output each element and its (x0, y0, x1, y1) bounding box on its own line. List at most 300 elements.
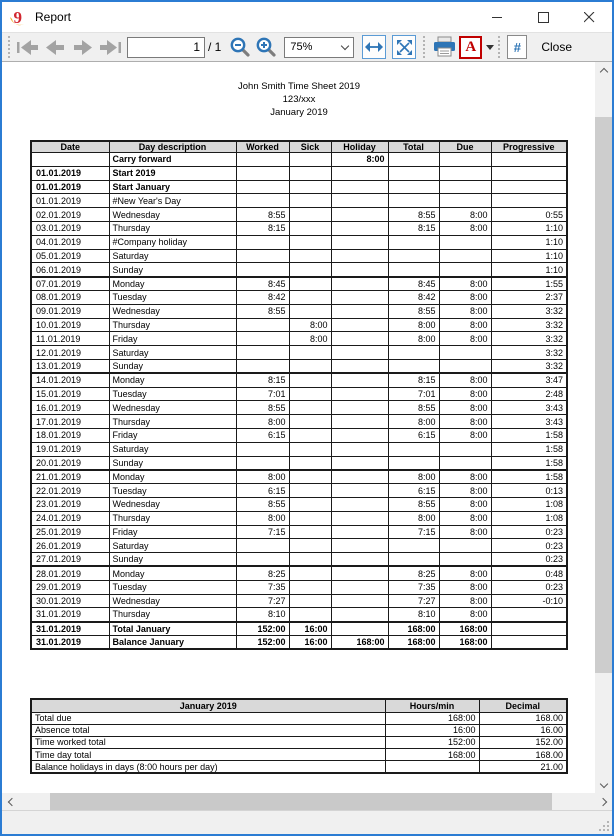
table-row (31, 539, 567, 553)
table-cell: Thursday (109, 608, 236, 622)
table-cell (289, 525, 331, 539)
maximize-button[interactable] (520, 2, 566, 32)
table-cell (289, 194, 331, 208)
table-cell: 1:10 (491, 263, 567, 277)
summary-cell: 21.00 (479, 761, 567, 773)
table-cell: Tuesday (109, 387, 236, 401)
table-cell: 8:00 (439, 290, 491, 304)
table-cell: 04.01.2019 (31, 235, 109, 249)
table-cell: 27.01.2019 (31, 553, 109, 567)
table-cell (331, 221, 388, 235)
table-cell (331, 194, 388, 208)
table-cell: 168:00 (331, 635, 388, 649)
table-cell (439, 442, 491, 456)
zoom-in-button[interactable] (253, 34, 279, 60)
table-cell (491, 180, 567, 194)
table-cell: 03.01.2019 (31, 221, 109, 235)
table-cell (236, 359, 289, 373)
table-cell (331, 622, 388, 636)
table-cell: #Company holiday (109, 235, 236, 249)
summary-cell: Absence total (31, 724, 385, 736)
print-button[interactable] (430, 34, 459, 60)
table-cell: 02.01.2019 (31, 208, 109, 222)
table-cell: 14.01.2019 (31, 373, 109, 387)
vertical-scrollbar[interactable] (595, 62, 612, 793)
column-header: Progressive (491, 141, 567, 153)
table-cell: Thursday (109, 415, 236, 429)
table-cell (388, 442, 439, 456)
table-cell (388, 180, 439, 194)
table-cell (331, 415, 388, 429)
table-cell: 21.01.2019 (31, 470, 109, 484)
table-cell: 0:13 (491, 484, 567, 498)
table-cell (331, 373, 388, 387)
summary-row (31, 724, 567, 736)
table-cell: 1:10 (491, 235, 567, 249)
table-cell (236, 153, 289, 167)
close-window-button[interactable] (566, 2, 612, 32)
table-cell: 01.01.2019 (31, 166, 109, 180)
table-cell (331, 166, 388, 180)
table-cell (439, 194, 491, 208)
table-cell: 26.01.2019 (31, 539, 109, 553)
table-row (31, 594, 567, 608)
first-page-button[interactable] (15, 34, 42, 60)
report-title-line: 123/xxx (282, 94, 316, 105)
table-cell (331, 497, 388, 511)
table-cell: 13.01.2019 (31, 359, 109, 373)
table-cell: 09.01.2019 (31, 304, 109, 318)
summary-cell: 152.00 (479, 736, 567, 748)
table-cell: 152:00 (236, 622, 289, 636)
table-cell: Friday (109, 525, 236, 539)
table-cell: 8:42 (388, 290, 439, 304)
close-button[interactable]: Close (529, 34, 584, 60)
table-row (31, 511, 567, 525)
table-cell: 3:32 (491, 318, 567, 332)
toolbar-grip (8, 36, 11, 58)
table-cell: Wednesday (109, 208, 236, 222)
table-cell (289, 387, 331, 401)
summary-row (31, 749, 567, 761)
table-cell (331, 401, 388, 415)
table-cell: Sunday (109, 263, 236, 277)
table-cell (289, 359, 331, 373)
table-row (31, 566, 567, 580)
toolbar (2, 32, 612, 62)
table-cell (439, 235, 491, 249)
table-cell: 168:00 (439, 635, 491, 649)
scroll-left-button[interactable] (2, 793, 19, 810)
summary-cell: 168:00 (385, 712, 479, 724)
scroll-right-button[interactable] (595, 793, 612, 810)
table-cell: Wednesday (109, 497, 236, 511)
table-cell: 0:23 (491, 553, 567, 567)
table-row (31, 415, 567, 429)
table-cell: 8:00 (388, 415, 439, 429)
table-cell: Monday (109, 277, 236, 291)
table-cell (491, 635, 567, 649)
table-cell: 8:00 (439, 221, 491, 235)
table-cell: Monday (109, 470, 236, 484)
table-cell (331, 566, 388, 580)
table-cell (331, 359, 388, 373)
table-cell: 8:55 (388, 497, 439, 511)
table-cell: Thursday (109, 221, 236, 235)
table-cell: 2:48 (491, 387, 567, 401)
table-cell: 8:00 (439, 401, 491, 415)
table-cell: 7:15 (236, 525, 289, 539)
table-cell: 8:00 (439, 484, 491, 498)
zoom-level-value: 75% (290, 41, 313, 53)
table-cell (491, 622, 567, 636)
resize-grip[interactable] (599, 821, 609, 831)
table-cell (491, 166, 567, 180)
table-cell: 12.01.2019 (31, 346, 109, 360)
table-cell: 1:55 (491, 277, 567, 291)
table-cell: Tuesday (109, 290, 236, 304)
table-cell: 8:00 (439, 608, 491, 622)
table-cell (236, 249, 289, 263)
table-cell (289, 401, 331, 415)
table-cell (236, 263, 289, 277)
table-cell (388, 553, 439, 567)
summary-row (31, 712, 567, 724)
table-cell (439, 249, 491, 263)
table-cell (236, 180, 289, 194)
summary-cell: 152:00 (385, 736, 479, 748)
window-title: Report (35, 10, 72, 24)
table-cell: 7:01 (388, 387, 439, 401)
table-row (31, 235, 567, 249)
table-cell: 3:32 (491, 346, 567, 360)
table-cell (289, 346, 331, 360)
summary-cell: 16:00 (385, 724, 479, 736)
table-cell (439, 263, 491, 277)
table-cell (236, 235, 289, 249)
vertical-scrollbar-thumb[interactable] (595, 117, 612, 673)
table-cell: 8:55 (236, 497, 289, 511)
table-row (31, 525, 567, 539)
table-cell: 8:42 (236, 290, 289, 304)
export-pdf-button[interactable] (459, 34, 482, 60)
table-cell: 8:55 (388, 208, 439, 222)
table-cell: 1:58 (491, 442, 567, 456)
table-cell: 7:35 (236, 580, 289, 594)
table-cell: 8:55 (388, 401, 439, 415)
table-cell: 3:32 (491, 332, 567, 346)
table-cell: 8:00 (289, 332, 331, 346)
summary-cell: Time worked total (31, 736, 385, 748)
table-cell (331, 428, 388, 442)
table-row (31, 359, 567, 373)
table-cell: Saturday (109, 346, 236, 360)
table-cell (388, 263, 439, 277)
horizontal-scrollbar[interactable] (2, 793, 612, 810)
table-cell: 22.01.2019 (31, 484, 109, 498)
table-cell (289, 180, 331, 194)
table-cell (388, 249, 439, 263)
table-cell (331, 539, 388, 553)
table-cell: 8:00 (439, 332, 491, 346)
column-header: Sick (289, 141, 331, 153)
summary-column-header: Decimal (479, 699, 567, 712)
table-cell: 8:55 (236, 304, 289, 318)
table-cell: 8:00 (439, 470, 491, 484)
table-cell: 8:00 (236, 470, 289, 484)
scroll-up-button[interactable] (595, 62, 612, 79)
table-cell: 30.01.2019 (31, 594, 109, 608)
page-number-input[interactable] (127, 37, 205, 58)
table-cell: Wednesday (109, 401, 236, 415)
table-cell: 8:00 (439, 428, 491, 442)
table-row (31, 553, 567, 567)
table-cell: 01.01.2019 (31, 194, 109, 208)
svg-text:9: 9 (13, 8, 22, 27)
table-cell: Sunday (109, 456, 236, 470)
zoom-out-button[interactable] (227, 34, 253, 60)
table-cell (331, 484, 388, 498)
table-row (31, 470, 567, 484)
table-cell (331, 318, 388, 332)
scroll-down-button[interactable] (595, 776, 612, 793)
table-cell: 7:27 (236, 594, 289, 608)
column-header: Date (31, 141, 109, 153)
table-cell: Total January (109, 622, 236, 636)
table-cell (289, 208, 331, 222)
table-cell: Sunday (109, 553, 236, 567)
summary-column-header: January 2019 (31, 699, 385, 712)
report-page (2, 62, 595, 793)
table-cell: 8:00 (236, 415, 289, 429)
table-cell (289, 415, 331, 429)
column-header: Total (388, 141, 439, 153)
table-cell (331, 277, 388, 291)
table-cell: 7:35 (388, 580, 439, 594)
table-cell: 3:32 (491, 304, 567, 318)
table-row (31, 208, 567, 222)
status-bar (2, 810, 612, 834)
table-cell (289, 304, 331, 318)
zoom-level-select[interactable] (284, 37, 354, 58)
table-cell (331, 442, 388, 456)
table-cell: 8:00 (439, 566, 491, 580)
table-row (31, 304, 567, 318)
column-header: Day description (109, 141, 236, 153)
summary-cell: Time day total (31, 749, 385, 761)
table-cell: 8:45 (236, 277, 289, 291)
table-cell: 6:15 (388, 484, 439, 498)
table-cell: 10.01.2019 (31, 318, 109, 332)
table-cell: 18.01.2019 (31, 428, 109, 442)
table-cell: 8:10 (388, 608, 439, 622)
table-cell: 2:37 (491, 290, 567, 304)
table-row (31, 221, 567, 235)
table-cell (388, 539, 439, 553)
table-row (31, 622, 567, 636)
table-row (31, 580, 567, 594)
table-cell: 8:00 (439, 497, 491, 511)
table-cell: 8:00 (439, 208, 491, 222)
table-cell: 8:00 (388, 318, 439, 332)
chevron-left-icon (7, 797, 15, 805)
next-page-button[interactable] (69, 34, 96, 60)
table-row (31, 608, 567, 622)
table-cell: 3:43 (491, 401, 567, 415)
table-cell (289, 608, 331, 622)
table-cell: 3:47 (491, 373, 567, 387)
table-cell: 0:23 (491, 525, 567, 539)
table-cell: 8:25 (236, 566, 289, 580)
table-cell: 8:00 (439, 373, 491, 387)
table-cell (289, 553, 331, 567)
table-cell: Tuesday (109, 484, 236, 498)
table-cell (236, 539, 289, 553)
table-cell (388, 153, 439, 167)
fit-width-button[interactable] (362, 35, 386, 59)
fit-page-button[interactable] (392, 35, 416, 59)
report-header (30, 80, 568, 119)
table-cell (289, 263, 331, 277)
table-row (31, 180, 567, 194)
table-cell: Monday (109, 566, 236, 580)
table-cell: Friday (109, 332, 236, 346)
summary-cell (385, 761, 479, 773)
table-row (31, 401, 567, 415)
table-cell (439, 166, 491, 180)
column-header: Holiday (331, 141, 388, 153)
table-cell: 8:55 (236, 208, 289, 222)
table-cell: 8:55 (236, 401, 289, 415)
table-cell: 168:00 (388, 635, 439, 649)
table-row (31, 153, 567, 167)
report-title-line: John Smith Time Sheet 2019 (238, 81, 360, 92)
table-cell (388, 346, 439, 360)
table-cell (236, 553, 289, 567)
table-cell (331, 594, 388, 608)
table-cell: Carry forward (109, 153, 236, 167)
summary-cell: Total due (31, 712, 385, 724)
summary-cell: 168.00 (479, 749, 567, 761)
table-row (31, 249, 567, 263)
table-cell: Saturday (109, 442, 236, 456)
pdf-dropdown-arrow-icon[interactable] (486, 45, 494, 50)
table-cell (331, 332, 388, 346)
table-row (31, 484, 567, 498)
table-cell: 31.01.2019 (31, 622, 109, 636)
toolbar-grip (423, 36, 426, 58)
report-title-line: January 2019 (270, 107, 328, 118)
table-cell: 23.01.2019 (31, 497, 109, 511)
table-cell: 8:15 (388, 221, 439, 235)
table-cell (289, 580, 331, 594)
table-cell: 8:00 (439, 318, 491, 332)
table-cell: Wednesday (109, 304, 236, 318)
table-cell: 8:00 (439, 525, 491, 539)
table-cell: 8:00 (388, 511, 439, 525)
table-cell (236, 166, 289, 180)
column-header: Worked (236, 141, 289, 153)
table-cell (331, 304, 388, 318)
table-row (31, 442, 567, 456)
table-cell (289, 166, 331, 180)
table-cell: 15.01.2019 (31, 387, 109, 401)
pdf-icon: A (459, 36, 482, 59)
table-cell (331, 470, 388, 484)
summary-cell: 168.00 (479, 712, 567, 724)
table-row (31, 428, 567, 442)
chevron-down-icon (599, 779, 607, 787)
table-cell (439, 539, 491, 553)
table-cell (388, 235, 439, 249)
table-cell (289, 470, 331, 484)
table-cell: Sunday (109, 359, 236, 373)
timesheet-table (30, 140, 568, 650)
page-number-tool-button[interactable] (505, 34, 529, 60)
table-cell (31, 153, 109, 167)
table-cell (289, 373, 331, 387)
table-cell: #New Year's Day (109, 194, 236, 208)
table-row (31, 290, 567, 304)
table-cell: 8:55 (388, 304, 439, 318)
last-page-button[interactable] (96, 34, 123, 60)
table-cell: 06.01.2019 (31, 263, 109, 277)
previous-page-button[interactable] (42, 34, 69, 60)
table-cell: 8:45 (388, 277, 439, 291)
table-cell (331, 525, 388, 539)
table-cell: 1:58 (491, 428, 567, 442)
table-cell (388, 166, 439, 180)
table-cell: Saturday (109, 539, 236, 553)
table-cell: 24.01.2019 (31, 511, 109, 525)
table-cell (331, 608, 388, 622)
table-cell: 17.01.2019 (31, 415, 109, 429)
table-cell (289, 290, 331, 304)
app-logo-icon (9, 7, 29, 27)
table-cell: 8:15 (236, 221, 289, 235)
summary-table (30, 698, 568, 774)
table-cell: 11.01.2019 (31, 332, 109, 346)
table-cell: Monday (109, 373, 236, 387)
table-cell (388, 194, 439, 208)
horizontal-scrollbar-thumb[interactable] (50, 793, 552, 810)
toolbar-grip (498, 36, 501, 58)
table-cell: -0:10 (491, 594, 567, 608)
table-cell: Wednesday (109, 594, 236, 608)
table-cell: 8:00 (439, 277, 491, 291)
table-cell: 16.01.2019 (31, 401, 109, 415)
table-cell (289, 442, 331, 456)
table-cell (439, 553, 491, 567)
table-cell (388, 359, 439, 373)
table-row (31, 635, 567, 649)
table-cell: 31.01.2019 (31, 635, 109, 649)
table-cell (439, 153, 491, 167)
table-cell: 8:00 (439, 387, 491, 401)
table-cell (331, 456, 388, 470)
table-cell: 1:58 (491, 456, 567, 470)
table-cell: 8:00 (439, 415, 491, 429)
table-cell (331, 180, 388, 194)
table-cell: 8:00 (439, 580, 491, 594)
table-cell: 8:00 (289, 318, 331, 332)
summary-header-row (31, 699, 567, 712)
table-cell: 16:00 (289, 635, 331, 649)
table-cell (289, 594, 331, 608)
minimize-button[interactable] (474, 2, 520, 32)
table-cell: 7:15 (388, 525, 439, 539)
table-cell: 3:32 (491, 359, 567, 373)
